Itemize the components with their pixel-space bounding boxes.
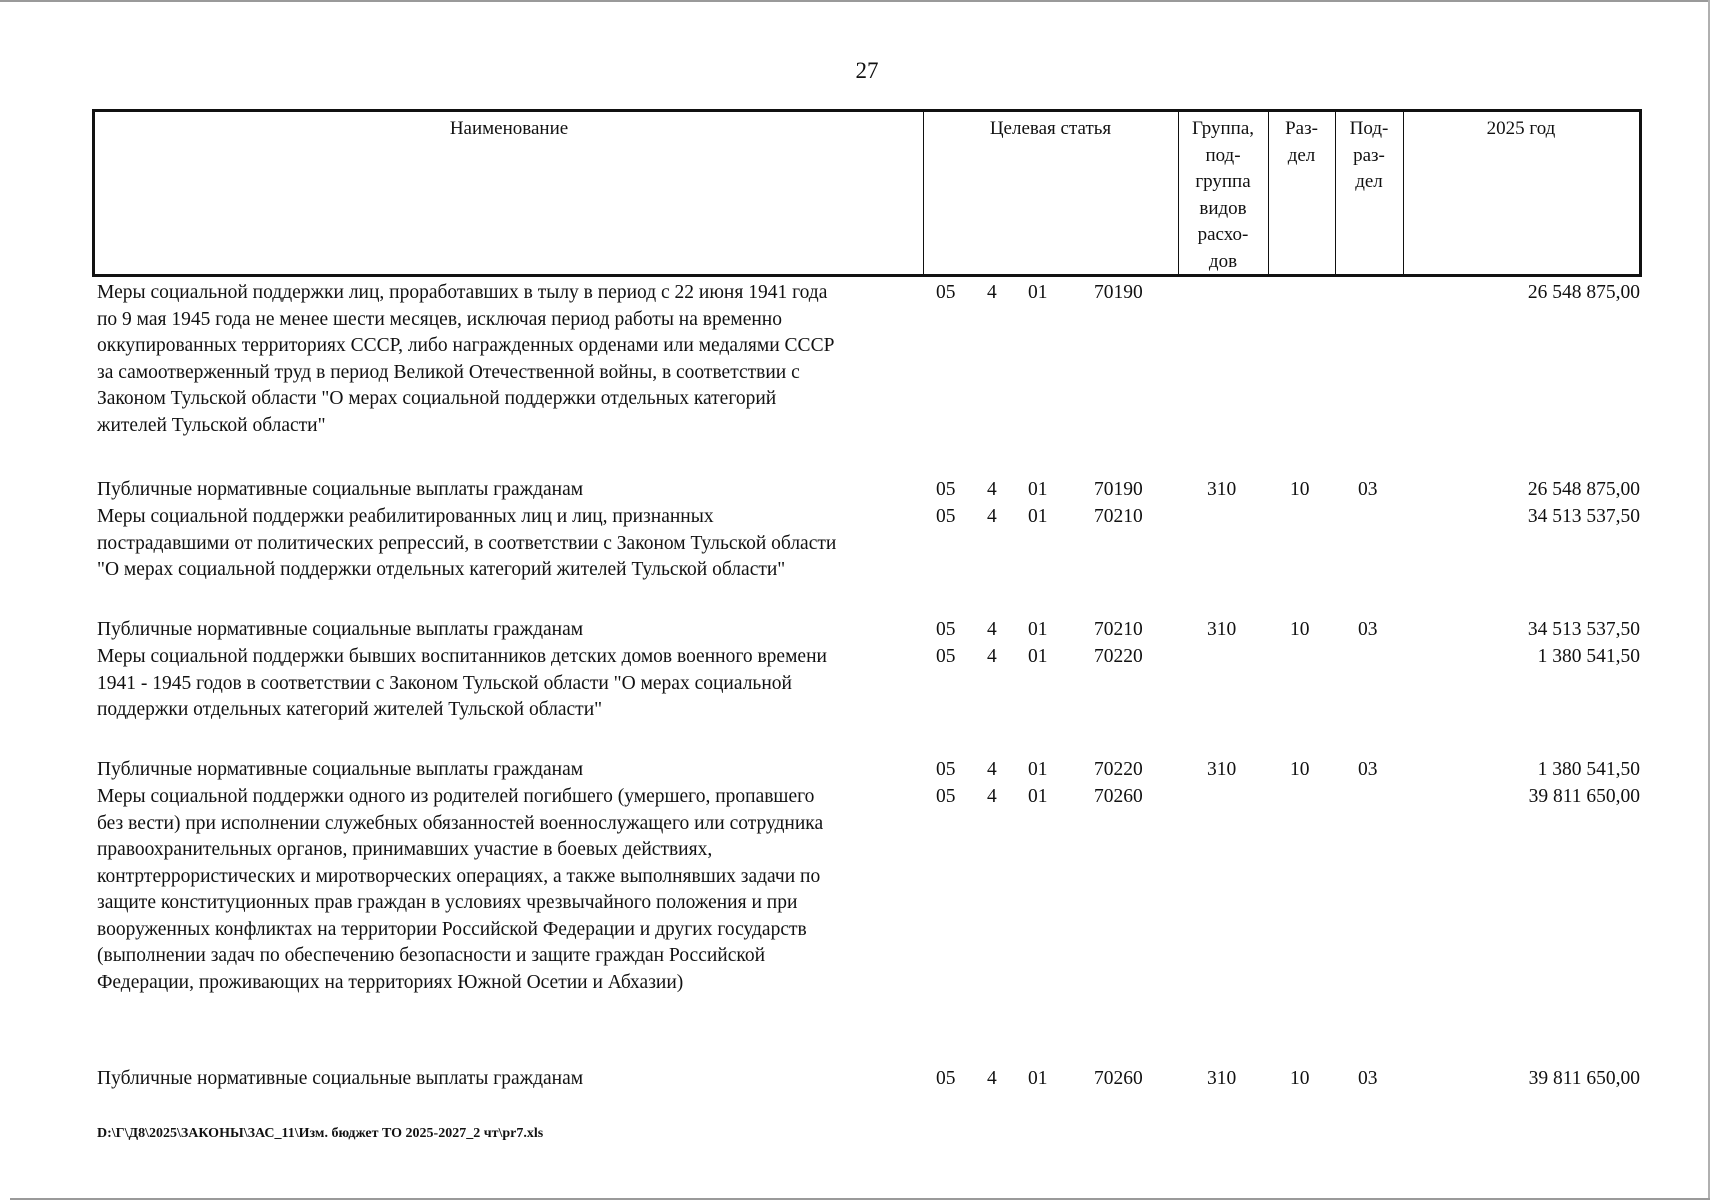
section: 10 [1290, 479, 1310, 500]
row-name-line: Публичные нормативные социальные выплаты гражданам [97, 1068, 584, 1089]
target-article-part-4: 70190 [1094, 282, 1143, 303]
target-article-part-1: 05 [936, 759, 956, 780]
header-subsection-line: дел [1355, 171, 1383, 192]
subsection: 03 [1358, 619, 1378, 640]
target-article-part-3: 01 [1028, 282, 1048, 303]
row-name-line: оккупированных территориях СССР, либо награжденных орденами или медалями СССР [97, 335, 835, 356]
amount-2025: 39 811 650,00 [1528, 786, 1640, 807]
target-article-part-1: 05 [936, 646, 956, 667]
amount-2025: 1 380 541,50 [1537, 646, 1640, 667]
row-name-line: контртеррористических и миротворческих операциях, а также выполнявших задачи по [97, 865, 821, 887]
target-article-part-1: 05 [936, 506, 956, 527]
section: 10 [1290, 619, 1310, 640]
target-article-part-1: 05 [936, 479, 956, 500]
file-path-footer: D:\Г\Д8\2025\ЗАКОНЫ\ЗАС_11\Изм. бюджет ТО 2025-2027_2 чт\pr7.xls [97, 1126, 544, 1141]
row-name-line: Публичные нормативные социальные выплаты гражданам [97, 479, 584, 500]
row-name-line: Меры социальной поддержки одного из родителей погибшего (умершего, пропавшего [97, 786, 815, 807]
target-article-part-3: 01 [1028, 479, 1048, 500]
row-name [97, 784, 927, 996]
row-name-line: 1941 - 1945 годов в соответствии с Законом Тульской области "О мерах социальной [97, 672, 792, 694]
target-article-part-4: 70190 [1094, 479, 1143, 500]
scan-edge-top [0, 0, 1710, 2]
amount-2025: 1 380 541,50 [1537, 759, 1640, 780]
row-name-line: Законом Тульской области "О мерах социальной поддержки отдельных категорий [97, 388, 777, 409]
row-name-line: Меры социальной поддержки лиц, проработавших в тылу в период с 22 июня 1941 года [97, 282, 828, 303]
header-expense-group-line: расхо- [1197, 224, 1249, 245]
row-name [97, 504, 927, 584]
header-expense-group-line: дов [1208, 250, 1238, 272]
target-article-part-2: 4 [987, 479, 997, 500]
row-name-line: "О мерах социальной поддержки отдельных категорий жителей Тульской области" [97, 559, 786, 580]
target-article-part-4: 70220 [1094, 646, 1143, 667]
target-article-part-1: 05 [936, 1068, 956, 1089]
target-article-part-2: 4 [987, 506, 997, 527]
header-expense-group-line: видов [1199, 197, 1247, 219]
header-expense-group [1178, 116, 1268, 275]
row-name-line: Публичные нормативные социальные выплаты гражданам [97, 759, 584, 780]
header-section [1268, 116, 1335, 169]
target-article-part-1: 05 [936, 786, 956, 807]
target-article-part-4: 70220 [1094, 759, 1143, 780]
table-header [92, 109, 1642, 277]
expense-group: 310 [1207, 619, 1237, 640]
row-name [97, 617, 927, 644]
row-name-line: поддержки отдельных категорий жителей Тульской области" [97, 699, 603, 720]
amount-2025: 26 548 875,00 [1527, 282, 1640, 303]
row-name-line: правоохранительных органов, принимавших участие в боевых действиях, [97, 839, 713, 860]
row-name-line: вооруженных конфликтах на территории Российской Федерации и других государств [97, 918, 807, 940]
row-name [97, 280, 927, 439]
subsection: 03 [1358, 759, 1378, 780]
amount-2025: 39 811 650,00 [1528, 1068, 1640, 1089]
target-article-part-4: 70210 [1094, 506, 1143, 527]
row-name-line: по 9 мая 1945 года не менее шести месяцев, исключая период работы на временно [97, 308, 782, 330]
target-article-part-3: 01 [1028, 759, 1048, 780]
target-article-part-2: 4 [987, 619, 997, 640]
target-article-part-4: 70260 [1094, 1068, 1143, 1089]
row-name-line: Публичные нормативные социальные выплаты гражданам [97, 619, 584, 640]
row-name-line: жителей Тульской области" [97, 414, 326, 436]
row-name-line: (выполнении задач по обеспечению безопасности и защите граждан Российской [97, 945, 766, 966]
amount-2025: 34 513 537,50 [1527, 506, 1640, 527]
row-name-line: Федерации, проживающих на территориях Южной Осетии и Абхазии) [97, 971, 684, 993]
header-year-label: 2025 год [1486, 118, 1556, 139]
target-article-part-3: 01 [1028, 786, 1048, 807]
target-article-part-2: 4 [987, 1068, 997, 1089]
row-name-line: без вести) при исполнении служебных обязанностей военнослужащего или сотрудника [97, 812, 824, 834]
header-year [1403, 116, 1639, 143]
row-name-line: Меры социальной поддержки бывших воспитанников детских домов военного времени [97, 646, 827, 667]
header-name [95, 116, 923, 143]
target-article-part-4: 70260 [1094, 786, 1143, 807]
subsection: 03 [1358, 479, 1378, 500]
row-name [97, 1066, 927, 1093]
section: 10 [1290, 1068, 1310, 1089]
expense-group: 310 [1207, 759, 1237, 780]
target-article-part-2: 4 [987, 646, 997, 667]
header-name-label: Наименование [449, 118, 569, 139]
header-section-line: Раз- [1285, 118, 1318, 139]
header-expense-group-line: под- [1205, 144, 1241, 166]
header-target-article [923, 116, 1178, 143]
amount-2025: 26 548 875,00 [1527, 479, 1640, 500]
page-number: 27 [855, 58, 879, 83]
amount-2025: 34 513 537,50 [1527, 619, 1640, 640]
row-name [97, 644, 927, 724]
header-subsection [1335, 116, 1403, 196]
header-expense-group-line: Группа, [1191, 118, 1255, 139]
target-article-part-1: 05 [936, 282, 956, 303]
expense-group: 310 [1207, 1068, 1237, 1089]
expense-group: 310 [1207, 479, 1237, 500]
target-article-part-2: 4 [987, 786, 997, 807]
section: 10 [1290, 759, 1310, 780]
target-article-part-1: 05 [936, 619, 956, 640]
row-name-line: пострадавшими от политических репрессий, в соответствии с Законом Тульской области [97, 532, 837, 554]
subsection: 03 [1358, 1068, 1378, 1089]
row-name [97, 477, 927, 504]
header-expense-group-line: группа [1195, 171, 1251, 192]
row-name-line: за самоотверженный труд в период Великой Отечественной войны, в соответствии с [97, 361, 800, 383]
row-name-line: защите конституционных прав граждан в условиях чрезвычайного положения и при [97, 892, 798, 913]
target-article-part-4: 70210 [1094, 619, 1143, 640]
row-name [97, 757, 927, 784]
header-subsection-line: Под- [1349, 118, 1389, 139]
target-article-part-3: 01 [1028, 506, 1048, 527]
header-target-article-label: Целевая статья [989, 118, 1112, 139]
header-section-line: дел [1287, 144, 1316, 166]
target-article-part-2: 4 [987, 759, 997, 780]
target-article-part-3: 01 [1028, 619, 1048, 640]
target-article-part-2: 4 [987, 282, 997, 303]
target-article-part-3: 01 [1028, 646, 1048, 667]
target-article-part-3: 01 [1028, 1068, 1048, 1089]
header-subsection-line: раз- [1353, 144, 1385, 166]
row-name-line: Меры социальной поддержки реабилитированных лиц и лиц, признанных [97, 506, 714, 527]
